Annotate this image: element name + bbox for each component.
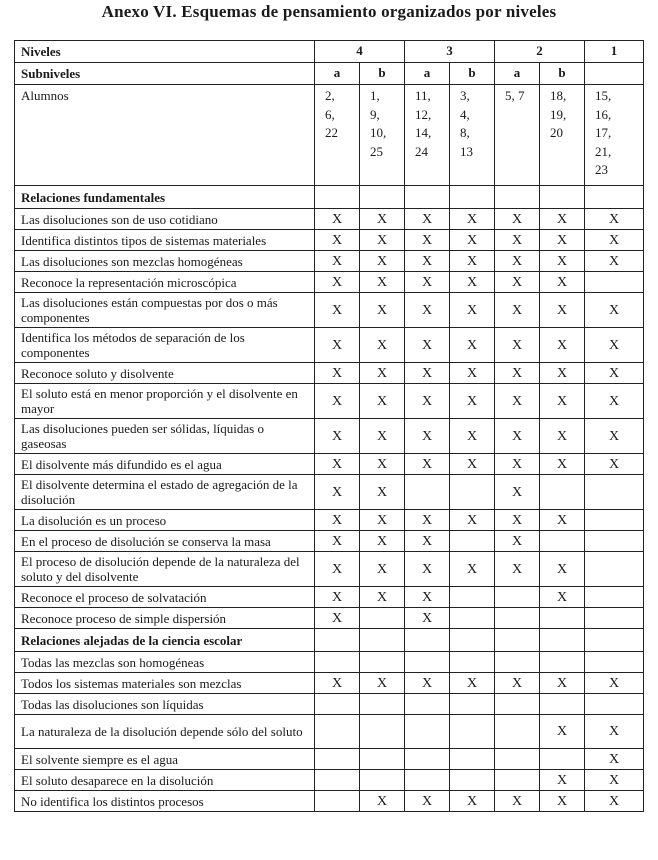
empty-cell — [540, 531, 585, 552]
row-label: Identifica los métodos de separación de los componentes — [15, 328, 315, 363]
row-label: Identifica distintos tipos de sistemas materiales — [15, 230, 315, 251]
x-mark: X — [495, 419, 540, 454]
table-row — [15, 293, 644, 328]
x-mark: X — [315, 251, 360, 272]
x-mark: X — [495, 251, 540, 272]
sublevel-2b: b — [540, 63, 585, 85]
empty-cell — [315, 715, 360, 749]
student-number: 22 — [325, 125, 338, 140]
x-mark: X — [540, 715, 585, 749]
x-mark: X — [405, 230, 450, 251]
section-header-row — [15, 629, 644, 652]
table-row — [15, 363, 644, 384]
x-mark: X — [405, 272, 450, 293]
x-mark: X — [585, 251, 644, 272]
table-row — [15, 791, 644, 812]
x-mark: X — [450, 384, 495, 419]
table-row — [15, 510, 644, 531]
table-row — [15, 328, 644, 363]
student-number: 18, — [550, 88, 567, 103]
students-cell — [495, 85, 540, 186]
student-number: 10, — [370, 125, 387, 140]
x-mark: X — [360, 363, 405, 384]
row-label: Todos los sistemas materiales son mezclas — [15, 673, 315, 694]
x-mark: X — [540, 454, 585, 475]
x-mark: X — [540, 209, 585, 230]
x-mark: X — [315, 209, 360, 230]
table-row — [15, 419, 644, 454]
student-number: 24 — [415, 143, 428, 159]
x-mark: X — [540, 363, 585, 384]
x-mark: X — [585, 384, 644, 419]
empty-cell — [585, 552, 644, 587]
x-mark: X — [405, 384, 450, 419]
students-cell — [585, 85, 644, 186]
student-number: 5, 7 — [505, 88, 525, 103]
empty-cell — [315, 694, 360, 715]
x-mark: X — [540, 791, 585, 812]
x-mark: X — [540, 328, 585, 363]
x-mark: X — [315, 272, 360, 293]
x-mark: X — [540, 419, 585, 454]
x-mark: X — [360, 209, 405, 230]
section-empty-cell — [450, 186, 495, 209]
x-mark: X — [360, 791, 405, 812]
table-row — [15, 652, 644, 673]
empty-cell — [585, 510, 644, 531]
row-label: Todas las disoluciones son líquidas — [15, 694, 315, 715]
x-mark: X — [360, 475, 405, 510]
x-mark: X — [315, 230, 360, 251]
empty-cell — [450, 587, 495, 608]
section-empty-cell — [585, 186, 644, 209]
sublevel-4b: b — [360, 63, 405, 85]
table-row — [15, 454, 644, 475]
x-mark: X — [405, 531, 450, 552]
x-mark: X — [405, 363, 450, 384]
x-mark: X — [405, 587, 450, 608]
empty-cell — [450, 652, 495, 673]
x-mark: X — [495, 230, 540, 251]
x-mark: X — [585, 293, 644, 328]
empty-cell — [315, 770, 360, 791]
empty-cell — [540, 652, 585, 673]
niveles-label: Niveles — [15, 41, 315, 63]
sublevel-1 — [585, 63, 644, 85]
level-1: 1 — [585, 41, 644, 63]
empty-cell — [495, 770, 540, 791]
x-mark: X — [450, 209, 495, 230]
empty-cell — [405, 715, 450, 749]
x-mark: X — [450, 328, 495, 363]
x-mark: X — [585, 673, 644, 694]
student-number: 1, — [370, 88, 380, 103]
x-mark: X — [360, 293, 405, 328]
sublevel-2a: a — [495, 63, 540, 85]
empty-cell — [495, 587, 540, 608]
section-empty-cell — [495, 629, 540, 652]
table-row — [15, 770, 644, 791]
x-mark: X — [315, 673, 360, 694]
x-mark: X — [585, 230, 644, 251]
x-mark: X — [450, 791, 495, 812]
table-row — [15, 694, 644, 715]
alumnos-label: Alumnos — [15, 85, 315, 186]
sublevels-row — [15, 63, 644, 85]
students-cell — [540, 85, 585, 186]
x-mark: X — [585, 715, 644, 749]
table-row — [15, 230, 644, 251]
table-row — [15, 552, 644, 587]
empty-cell — [585, 531, 644, 552]
x-mark: X — [450, 673, 495, 694]
x-mark: X — [585, 209, 644, 230]
empty-cell — [450, 608, 495, 629]
table-row — [15, 384, 644, 419]
table-row — [15, 251, 644, 272]
x-mark: X — [405, 209, 450, 230]
empty-cell — [540, 608, 585, 629]
x-mark: X — [360, 419, 405, 454]
x-mark: X — [585, 328, 644, 363]
x-mark: X — [315, 363, 360, 384]
student-number: 14, — [415, 125, 432, 140]
student-number: 16, — [595, 106, 612, 122]
row-label: Reconoce la representación microscópica — [15, 272, 315, 293]
x-mark: X — [540, 673, 585, 694]
section-empty-cell — [585, 629, 644, 652]
x-mark: X — [585, 363, 644, 384]
x-mark: X — [315, 293, 360, 328]
empty-cell — [495, 652, 540, 673]
section-empty-cell — [360, 629, 405, 652]
empty-cell — [360, 715, 405, 749]
page-title: Anexo VI. Esquemas de pensamiento organizados por niveles — [101, 2, 557, 21]
empty-cell — [495, 749, 540, 770]
x-mark: X — [360, 272, 405, 293]
student-number: 17, — [595, 125, 612, 140]
x-mark: X — [315, 552, 360, 587]
section-empty-cell — [540, 186, 585, 209]
x-mark: X — [315, 328, 360, 363]
section-empty-cell — [360, 186, 405, 209]
table-row — [15, 531, 644, 552]
x-mark: X — [450, 510, 495, 531]
x-mark: X — [360, 531, 405, 552]
x-mark: X — [495, 510, 540, 531]
x-mark: X — [450, 230, 495, 251]
x-mark: X — [540, 552, 585, 587]
row-label: El solvente siempre es el agua — [15, 749, 315, 770]
x-mark: X — [450, 552, 495, 587]
row-label: La naturaleza de la disolución depende sólo del soluto — [15, 715, 315, 749]
section-title: Relaciones fundamentales — [15, 186, 315, 209]
row-label: El disolvente determina el estado de agregación de la disolución — [15, 475, 315, 510]
x-mark: X — [585, 454, 644, 475]
x-mark: X — [405, 419, 450, 454]
x-mark: X — [360, 673, 405, 694]
x-mark: X — [540, 230, 585, 251]
student-number: 23 — [595, 162, 608, 177]
section-empty-cell — [405, 186, 450, 209]
row-label: Las disoluciones están compuestas por dos o más componentes — [15, 293, 315, 328]
levels-row — [15, 41, 644, 63]
table-row — [15, 475, 644, 510]
empty-cell — [450, 694, 495, 715]
empty-cell — [315, 749, 360, 770]
subniveles-label: Subniveles — [15, 63, 315, 85]
row-label: Las disoluciones son de uso cotidiano — [15, 209, 315, 230]
empty-cell — [585, 652, 644, 673]
table-row — [15, 209, 644, 230]
x-mark: X — [360, 230, 405, 251]
empty-cell — [585, 475, 644, 510]
empty-cell — [585, 272, 644, 293]
levels-table — [14, 40, 644, 812]
empty-cell — [405, 770, 450, 791]
x-mark: X — [405, 791, 450, 812]
student-number: 12, — [415, 106, 432, 122]
x-mark: X — [360, 251, 405, 272]
table-row — [15, 587, 644, 608]
student-number: 4, — [460, 106, 470, 122]
table-row — [15, 272, 644, 293]
empty-cell — [495, 608, 540, 629]
x-mark: X — [315, 419, 360, 454]
x-mark: X — [540, 587, 585, 608]
x-mark: X — [405, 510, 450, 531]
row-label: Reconoce proceso de simple dispersión — [15, 608, 315, 629]
x-mark: X — [405, 673, 450, 694]
x-mark: X — [450, 272, 495, 293]
row-label: El proceso de disolución depende de la naturaleza del soluto y del disolvente — [15, 552, 315, 587]
section-empty-cell — [315, 629, 360, 652]
student-number: 13 — [460, 143, 473, 159]
level-2: 2 — [495, 41, 585, 63]
row-label: Todas las mezclas son homogéneas — [15, 652, 315, 673]
student-number: 3, — [460, 88, 470, 103]
students-row — [15, 85, 644, 186]
x-mark: X — [495, 293, 540, 328]
x-mark: X — [495, 454, 540, 475]
x-mark: X — [540, 272, 585, 293]
empty-cell — [360, 749, 405, 770]
empty-cell — [540, 694, 585, 715]
empty-cell — [405, 475, 450, 510]
empty-cell — [450, 715, 495, 749]
x-mark: X — [315, 510, 360, 531]
empty-cell — [405, 749, 450, 770]
level-4: 4 — [315, 41, 405, 63]
table-row — [15, 673, 644, 694]
section-empty-cell — [405, 629, 450, 652]
x-mark: X — [495, 209, 540, 230]
x-mark: X — [405, 552, 450, 587]
empty-cell — [450, 749, 495, 770]
x-mark: X — [585, 791, 644, 812]
x-mark: X — [360, 328, 405, 363]
x-mark: X — [360, 384, 405, 419]
x-mark: X — [540, 293, 585, 328]
empty-cell — [360, 770, 405, 791]
x-mark: X — [495, 531, 540, 552]
x-mark: X — [540, 384, 585, 419]
section-header-row — [15, 186, 644, 209]
empty-cell — [405, 652, 450, 673]
x-mark: X — [450, 419, 495, 454]
empty-cell — [450, 770, 495, 791]
row-label: El soluto está en menor proporción y el disolvente en mayor — [15, 384, 315, 419]
student-number: 11, — [415, 88, 431, 103]
x-mark: X — [405, 328, 450, 363]
students-cell — [315, 85, 360, 186]
student-number: 6, — [325, 106, 335, 122]
table-row — [15, 608, 644, 629]
x-mark: X — [360, 454, 405, 475]
x-mark: X — [495, 272, 540, 293]
row-label: El soluto desaparece en la disolución — [15, 770, 315, 791]
x-mark: X — [315, 475, 360, 510]
empty-cell — [450, 531, 495, 552]
empty-cell — [585, 587, 644, 608]
x-mark: X — [585, 749, 644, 770]
section-empty-cell — [315, 186, 360, 209]
student-number: 19, — [550, 106, 567, 122]
empty-cell — [585, 694, 644, 715]
row-label: El disolvente más difundido es el agua — [15, 454, 315, 475]
x-mark: X — [360, 510, 405, 531]
empty-cell — [315, 791, 360, 812]
row-label: No identifica los distintos procesos — [15, 791, 315, 812]
x-mark: X — [540, 510, 585, 531]
x-mark: X — [360, 552, 405, 587]
section-title: Relaciones alejadas de la ciencia escolar — [15, 629, 315, 652]
x-mark: X — [315, 531, 360, 552]
x-mark: X — [315, 384, 360, 419]
x-mark: X — [450, 251, 495, 272]
students-cell — [405, 85, 450, 186]
x-mark: X — [315, 608, 360, 629]
empty-cell — [405, 694, 450, 715]
sublevel-4a: a — [315, 63, 360, 85]
student-number: 25 — [370, 143, 383, 159]
x-mark: X — [585, 770, 644, 791]
row-label: Reconoce soluto y disolvente — [15, 363, 315, 384]
row-label: Las disoluciones pueden ser sólidas, líquidas o gaseosas — [15, 419, 315, 454]
empty-cell — [450, 475, 495, 510]
x-mark: X — [315, 454, 360, 475]
x-mark: X — [585, 419, 644, 454]
x-mark: X — [315, 587, 360, 608]
sublevel-3b: b — [450, 63, 495, 85]
section-empty-cell — [495, 186, 540, 209]
empty-cell — [540, 475, 585, 510]
x-mark: X — [450, 454, 495, 475]
section-empty-cell — [540, 629, 585, 652]
row-label: La disolución es un proceso — [15, 510, 315, 531]
x-mark: X — [450, 293, 495, 328]
x-mark: X — [495, 673, 540, 694]
students-cell — [450, 85, 495, 186]
x-mark: X — [405, 251, 450, 272]
empty-cell — [540, 749, 585, 770]
x-mark: X — [495, 552, 540, 587]
empty-cell — [585, 608, 644, 629]
x-mark: X — [495, 791, 540, 812]
student-number: 20 — [550, 125, 563, 140]
level-3: 3 — [405, 41, 495, 63]
row-label: Reconoce el proceso de solvatación — [15, 587, 315, 608]
x-mark: X — [495, 363, 540, 384]
x-mark: X — [540, 251, 585, 272]
x-mark: X — [360, 587, 405, 608]
x-mark: X — [495, 384, 540, 419]
x-mark: X — [405, 293, 450, 328]
sublevel-3a: a — [405, 63, 450, 85]
student-number: 8, — [460, 125, 470, 140]
x-mark: X — [540, 770, 585, 791]
student-number: 21, — [595, 143, 612, 159]
students-cell — [360, 85, 405, 186]
empty-cell — [315, 652, 360, 673]
empty-cell — [495, 694, 540, 715]
empty-cell — [360, 608, 405, 629]
student-number: 2, — [325, 88, 335, 103]
empty-cell — [360, 652, 405, 673]
table-row — [15, 715, 644, 749]
empty-cell — [360, 694, 405, 715]
empty-cell — [495, 715, 540, 749]
x-mark: X — [495, 328, 540, 363]
student-number: 9, — [370, 106, 380, 122]
student-number: 15, — [595, 88, 612, 103]
section-empty-cell — [450, 629, 495, 652]
x-mark: X — [495, 475, 540, 510]
table-row — [15, 749, 644, 770]
row-label: En el proceso de disolución se conserva la masa — [15, 531, 315, 552]
row-label: Las disoluciones son mezclas homogéneas — [15, 251, 315, 272]
x-mark: X — [450, 363, 495, 384]
x-mark: X — [405, 608, 450, 629]
x-mark: X — [405, 454, 450, 475]
